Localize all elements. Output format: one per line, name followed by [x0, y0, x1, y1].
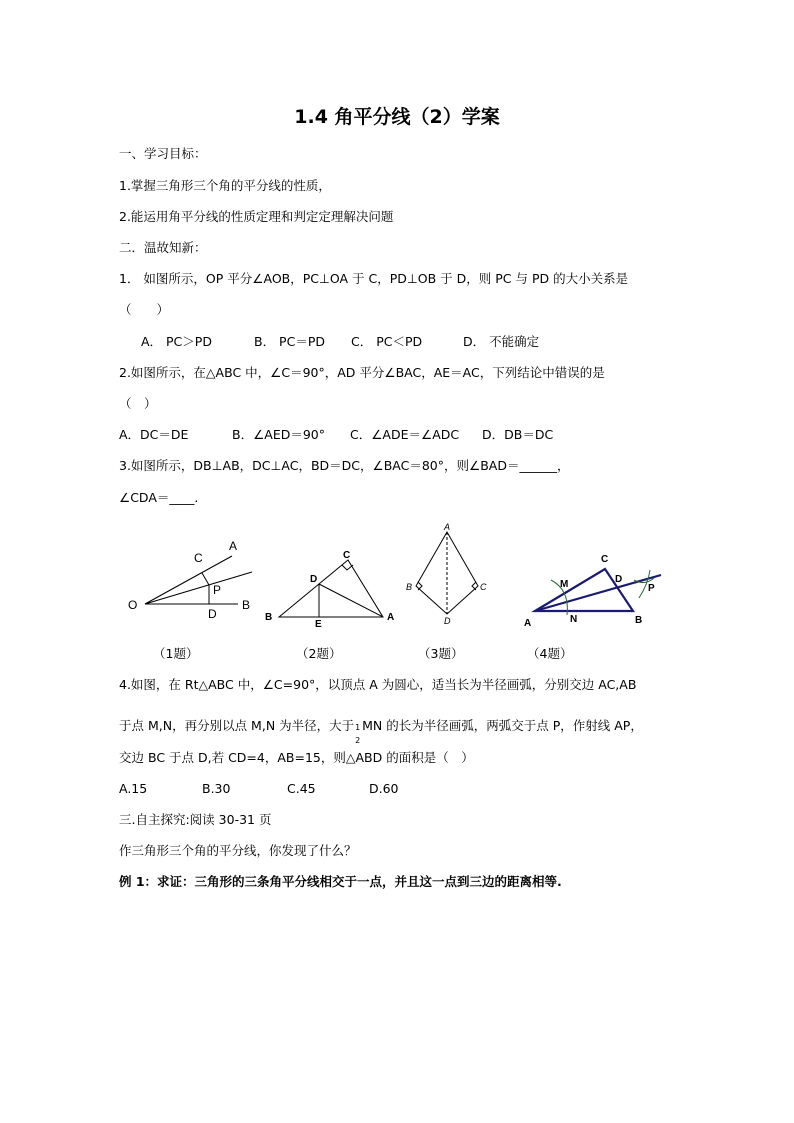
fig4-label-n: N [570, 614, 578, 625]
fig2-caption: （2题） [296, 646, 342, 661]
fig1-label-o: O [128, 598, 138, 612]
fig4-label-b: B [635, 615, 643, 626]
q4-line1: 4.如图，在 Rt△ABC 中，∠C=90°，以顶点 A 为圆心，适当长为半径画弧，分别交边 AC,AB [119, 677, 637, 692]
q4-line2: 于点 M,N，再分别以点 M,N 为半径，大于 1 2 MN 的长为半径画弧，两弧交于点 P，作射线 AP， [119, 718, 643, 745]
fig3-label-b: B [406, 582, 413, 592]
fig1-caption: （1题） [153, 646, 199, 661]
fig2-label-d: D [310, 574, 318, 585]
figure-4 [515, 520, 675, 630]
q2-blank: （ ） [119, 396, 157, 411]
figure-3 [400, 520, 500, 630]
figure-2 [262, 520, 402, 630]
segment-pc [202, 573, 209, 585]
fig2-label-b: B [265, 612, 273, 623]
q2-option-c: C．∠ADE＝∠ADC [350, 427, 460, 442]
fig2-label-e: E [315, 619, 322, 630]
q2-options [119, 427, 553, 443]
fig1-label-d: D [208, 607, 217, 620]
fig1-label-a: A [229, 539, 238, 553]
fig1-label-p: P [213, 583, 222, 597]
q4-options [119, 781, 399, 797]
q4-line2-post: MN 的长为半径画弧，两弧交于点 P，作射线 AP， [362, 718, 643, 733]
fig1-label-b: B [242, 598, 251, 612]
fig2-label-a: A [387, 612, 395, 623]
right-angle-c [472, 582, 476, 590]
section1-heading: 一、学习目标： [119, 146, 207, 161]
fig4-label-d: D [615, 574, 623, 585]
q4-line3: 交边 BC 于点 D,若 CD=4，AB=15，则△ABD 的面积是（ ） [119, 750, 474, 765]
q2-stem: 2.如图所示，在△ABC 中，∠C＝90°，AD 平分∠BAC，AE＝AC，下列结论中错误的是 [119, 365, 605, 380]
q1-blank: （ ） [119, 302, 170, 317]
fig3-label-a: A [444, 522, 451, 532]
q1-option-c: C． PC＜PD [351, 334, 423, 349]
figure-1 [120, 520, 265, 620]
fig3-caption: （3题） [418, 646, 464, 661]
q4-option-c: C.45 [287, 781, 316, 796]
q4-option-d: D.60 [369, 781, 399, 796]
q1-option-d: D． 不能确定 [463, 334, 540, 349]
fig3-label-c: C [480, 582, 487, 592]
q1-option-a: A． PC＞PD [141, 334, 212, 349]
goal-2: 2.能运用角平分线的性质定理和判定定理解决问题 [119, 209, 394, 224]
q2-option-d: D．DB＝DC [482, 427, 554, 442]
q2-option-a: A．DC＝DE [119, 427, 189, 442]
example-1: 例 1：求证：三角形的三条角平分线相交于一点，并且这一点到三边的距离相等. [119, 874, 562, 889]
fig1-label-c: C [194, 551, 203, 565]
fig2-label-c: C [343, 550, 351, 561]
section3-heading: 三.自主探究:阅读 30-31 页 [119, 812, 272, 827]
right-angle-b [418, 582, 422, 590]
q1-option-b: B． PC＝PD [254, 334, 325, 349]
q4-option-a: A.15 [119, 781, 148, 796]
q4-line2-pre: 于点 M,N，再分别以点 M,N 为半径，大于 [119, 718, 355, 733]
q2-option-b: B．∠AED＝90° [232, 427, 326, 442]
ray-op [145, 572, 252, 604]
q4-option-b: B.30 [202, 781, 231, 796]
fig4-label-a: A [524, 618, 532, 629]
page-title: 1.4 角平分线（2）学案 [294, 106, 500, 128]
fig4-caption: （4题） [527, 646, 573, 661]
right-angle-mark [342, 565, 353, 570]
section2-heading: 二．温故知新： [119, 240, 207, 255]
q1-options [141, 334, 539, 350]
fig4-label-m: M [560, 579, 569, 590]
fig4-label-p: P [648, 583, 655, 594]
q3-line2: ∠CDA＝____. [119, 490, 199, 505]
fig4-label-c: C [601, 554, 609, 565]
q1-stem: 1． 如图所示，OP 平分∠AOB，PC⊥OA 于 C，PD⊥OB 于 D，则 PC 与 PD 的大小关系是 [119, 271, 629, 286]
section3-prompt: 作三角形三个角的平分线，你发现了什么？ [119, 843, 357, 858]
fig3-label-d: D [444, 616, 451, 626]
q3-line1: 3.如图所示，DB⊥AB，DC⊥AC，BD＝DC，∠BAC＝80°，则∠BAD＝______， [119, 458, 570, 473]
goal-1: 1.掌握三角形三个角的平分线的性质， [119, 178, 331, 193]
